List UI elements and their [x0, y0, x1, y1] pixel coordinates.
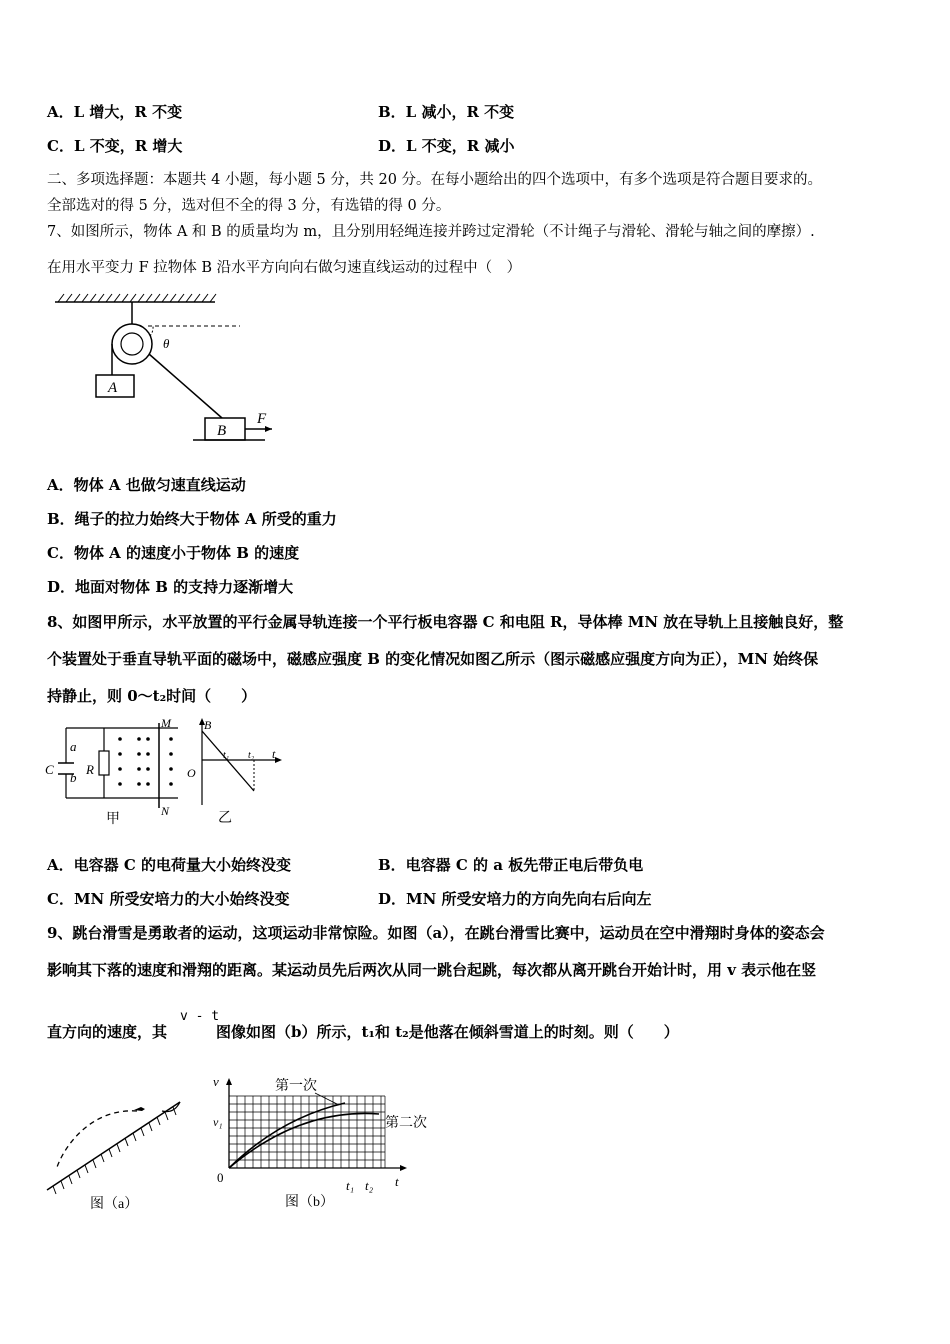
- capacitor-label: C: [45, 762, 54, 777]
- q9-stem-line3b: 图像如图（b）所示，t₁和 t₂是他落在倾斜雪道上的时刻。则（ ）: [216, 1023, 679, 1041]
- resistor-label: R: [86, 762, 94, 777]
- caption-jia: 甲: [106, 812, 120, 827]
- b-graph-line: [202, 731, 254, 791]
- q6-option-c: C．L 不变，R 增大: [47, 137, 183, 155]
- origin-label: O: [187, 766, 196, 780]
- q6-option-b: B．L 减小，R 不变: [378, 103, 515, 121]
- b-axis-label: B: [204, 718, 212, 732]
- pulley-wheel: [112, 324, 152, 364]
- second-label: 第二次: [385, 1116, 427, 1131]
- q8-option-a: A．电容器 C 的电荷量大小始终没变: [47, 856, 292, 874]
- q8-option-d: D．MN 所受安培力的方向先向右后向左: [378, 890, 652, 908]
- n-label: N: [161, 804, 170, 818]
- q9-stem-line1: 9、跳台滑雪是勇敢者的运动，这项运动非常惊险。如图（a），在跳台滑雪比赛中，运动员在空中滑翔时身体的姿态会: [47, 924, 825, 942]
- q9-figure-b: [205, 1068, 445, 1213]
- q7-option-c: C．物体 A 的速度小于物体 B 的速度: [47, 544, 300, 562]
- plate-b-label: b: [70, 770, 77, 785]
- q7-stem-line1: 7、如图所示，物体 A 和 B 的质量均为 m，且分别用轻绳连接并跨过定滑轮（不计绳子与滑轮、滑轮与轴之间的摩擦）.: [47, 224, 815, 240]
- t1-label: t₁: [346, 1178, 355, 1193]
- first-label: 第一次: [275, 1079, 317, 1094]
- m-label: M: [161, 716, 171, 730]
- ceiling-hatch: [58, 294, 216, 302]
- t-axis-label: t: [395, 1174, 399, 1189]
- q8-stem-line2: 个装置处于垂直导轨平面的磁场中，磁感应强度 B 的变化情况如图乙所示（图示磁感应强度方向为正），MN 始终保: [47, 650, 819, 668]
- slope-line: [47, 1102, 180, 1190]
- section2-line1: 二、多项选择题：本题共 4 小题，每小题 5 分，共 20 分。在每小题给出的四个选项中，有多个选项是符合题目要求的。: [47, 172, 823, 188]
- q6-option-a: A．L 增大，R 不变: [47, 103, 183, 121]
- caption-a: 图（a）: [90, 1197, 139, 1212]
- q6-option-d: D．L 不变，R 减小: [378, 137, 515, 155]
- q9-figure-a: [42, 1090, 192, 1215]
- plate-a-label: a: [70, 739, 77, 754]
- q7-stem-line2: 在用水平变力 F 拉物体 B 沿水平方向向右做匀速直线运动的过程中（ ）: [47, 260, 522, 276]
- q8-option-c: C．MN 所受安培力的大小始终没变: [47, 890, 290, 908]
- first-leader: [315, 1093, 337, 1104]
- q7-option-a: A．物体 A 也做匀速直线运动: [47, 476, 246, 494]
- rope-to-b: [149, 354, 222, 418]
- origin-label: 0: [217, 1170, 224, 1185]
- q8-figure-jia: [44, 718, 194, 828]
- caption-yi: 乙: [218, 811, 232, 826]
- caption-b: 图（b）: [285, 1195, 334, 1210]
- q7-option-b: B．绳子的拉力始终大于物体 A 所受的重力: [47, 510, 337, 528]
- curve-first: [229, 1103, 345, 1168]
- t2-label: t₂: [365, 1178, 374, 1193]
- q8-option-b: B．电容器 C 的 a 板先带正电后带负电: [378, 856, 644, 874]
- q9-vt-label: v - t: [180, 1009, 220, 1024]
- q9-stem-line3a: 直方向的速度，其: [47, 1023, 168, 1041]
- v-axis-label: v: [213, 1074, 219, 1089]
- block-a-label: A: [108, 380, 118, 396]
- resistor: [99, 751, 109, 775]
- q8-figure-yi: [186, 715, 286, 827]
- q7-pulley-figure: [50, 290, 280, 450]
- section2-line2: 全部选对的得 5 分，选对但不全的得 3 分，有选错的得 0 分。: [47, 198, 451, 214]
- t1-label: t₁: [223, 750, 230, 761]
- v1-label: v₁: [213, 1115, 223, 1129]
- block-b-label: B: [217, 423, 227, 439]
- grid-lines: [229, 1096, 385, 1168]
- theta-label: θ: [163, 336, 170, 351]
- q8-stem-line3: 持静止，则 0～t₂时间（ ）: [47, 687, 257, 705]
- slope-hatch: [53, 1107, 176, 1194]
- force-label: F: [257, 411, 267, 427]
- q8-stem-line1: 8、如图甲所示，水平放置的平行金属导轨连接一个平行板电容器 C 和电阻 R，导体棒 MN 放在导轨上且接触良好，整: [47, 613, 844, 631]
- t-axis-label: t: [272, 747, 276, 761]
- t2-label: t₂: [248, 750, 255, 761]
- q7-option-d: D．地面对物体 B 的支持力逐渐增大: [47, 578, 294, 596]
- q9-stem-line2: 影响其下落的速度和滑翔的距离。某运动员先后两次从同一跳台起跳，每次都从离开跳台开始计时，用 v 表示他在竖: [47, 961, 817, 979]
- magnetic-field-dots: [118, 737, 173, 786]
- flight-path: [56, 1111, 137, 1170]
